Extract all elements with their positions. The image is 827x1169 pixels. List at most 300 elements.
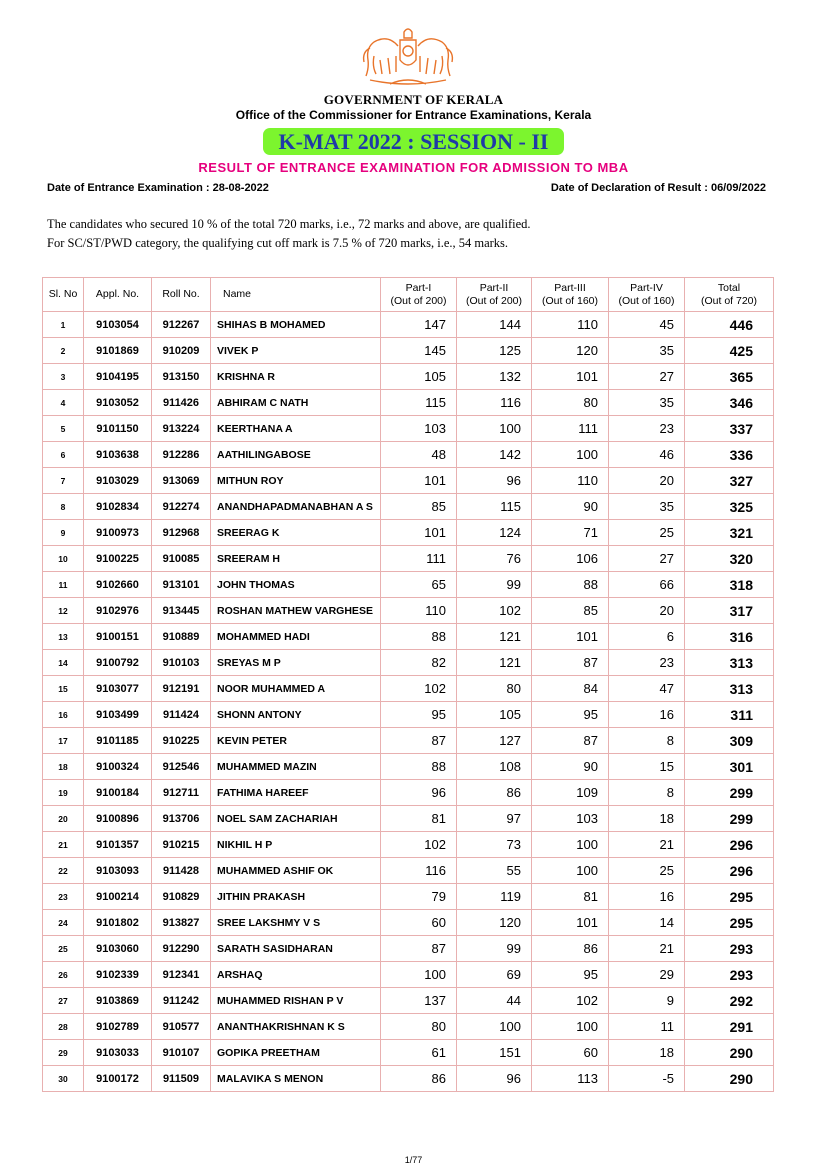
cell-part-3: 100: [532, 1014, 609, 1040]
cell-total: 313: [685, 676, 774, 702]
cell-total: 290: [685, 1040, 774, 1066]
cell-name: SARATH SASIDHARAN: [211, 936, 381, 962]
cell-total: 301: [685, 754, 774, 780]
cell-total: 318: [685, 572, 774, 598]
cell-sl-no: 28: [43, 1014, 84, 1040]
cell-part-4: 35: [609, 338, 685, 364]
cell-name: NOOR MUHAMMED A: [211, 676, 381, 702]
table-row: [43, 676, 774, 702]
cell-part-4: 23: [609, 650, 685, 676]
cell-part-1: 96: [381, 780, 457, 806]
cell-part-3: 101: [532, 910, 609, 936]
cell-sl-no: 26: [43, 962, 84, 988]
cell-roll-no: 911509: [152, 1066, 211, 1092]
cell-part-2: 124: [457, 520, 532, 546]
cell-name: MITHUN ROY: [211, 468, 381, 494]
cell-appl-no: 9102789: [84, 1014, 152, 1040]
cell-sl-no: 27: [43, 988, 84, 1014]
cell-part-3: 88: [532, 572, 609, 598]
cell-roll-no: 910085: [152, 546, 211, 572]
cell-part-1: 65: [381, 572, 457, 598]
cell-part-1: 88: [381, 754, 457, 780]
cell-part-1: 87: [381, 936, 457, 962]
table-row: [43, 754, 774, 780]
cell-sl-no: 30: [43, 1066, 84, 1092]
cell-part-1: 48: [381, 442, 457, 468]
cell-part-2: 120: [457, 910, 532, 936]
cell-part-3: 100: [532, 858, 609, 884]
cell-name: SREERAG K: [211, 520, 381, 546]
cell-name: MUHAMMED ASHIF OK: [211, 858, 381, 884]
cell-appl-no: 9100324: [84, 754, 152, 780]
cell-part-4: 20: [609, 598, 685, 624]
cell-part-1: 86: [381, 1066, 457, 1092]
table-row: [43, 910, 774, 936]
cell-part-2: 73: [457, 832, 532, 858]
cell-name: KRISHNA R: [211, 364, 381, 390]
cell-part-4: 35: [609, 390, 685, 416]
cell-part-4: 8: [609, 780, 685, 806]
cell-name: AATHILINGABOSE: [211, 442, 381, 468]
cell-sl-no: 6: [43, 442, 84, 468]
cell-roll-no: 912274: [152, 494, 211, 520]
cell-part-3: 102: [532, 988, 609, 1014]
exam-date: Date of Entrance Examination : 28-08-2022: [47, 182, 269, 194]
cell-sl-no: 24: [43, 910, 84, 936]
cell-total: 321: [685, 520, 774, 546]
cell-part-1: 110: [381, 598, 457, 624]
table-row: [43, 780, 774, 806]
cell-total: 425: [685, 338, 774, 364]
cell-part-2: 100: [457, 416, 532, 442]
cell-total: 317: [685, 598, 774, 624]
cell-appl-no: 9103077: [84, 676, 152, 702]
cell-part-3: 90: [532, 494, 609, 520]
cell-part-1: 87: [381, 728, 457, 754]
qualification-note: The candidates who secured 10 % of the total 720 marks, i.e., 72 marks and above, are qualified.: [47, 217, 531, 231]
cell-part-1: 147: [381, 312, 457, 338]
cell-name: MALAVIKA S MENON: [211, 1066, 381, 1092]
cell-sl-no: 19: [43, 780, 84, 806]
cell-name: KEERTHANA A: [211, 416, 381, 442]
cell-total: 293: [685, 962, 774, 988]
table-row: [43, 546, 774, 572]
table-row: [43, 520, 774, 546]
cell-sl-no: 8: [43, 494, 84, 520]
cell-total: 291: [685, 1014, 774, 1040]
cell-appl-no: 9100151: [84, 624, 152, 650]
cell-roll-no: 910829: [152, 884, 211, 910]
cell-sl-no: 16: [43, 702, 84, 728]
table-row: [43, 442, 774, 468]
cell-roll-no: 911426: [152, 390, 211, 416]
cell-part-4: 21: [609, 832, 685, 858]
cell-part-2: 151: [457, 1040, 532, 1066]
cell-part-3: 60: [532, 1040, 609, 1066]
cell-part-2: 97: [457, 806, 532, 832]
cell-roll-no: 912711: [152, 780, 211, 806]
cell-part-2: 99: [457, 936, 532, 962]
cell-part-4: 35: [609, 494, 685, 520]
cell-total: 337: [685, 416, 774, 442]
cell-part-1: 115: [381, 390, 457, 416]
cell-name: NOEL SAM ZACHARIAH: [211, 806, 381, 832]
cell-sl-no: 14: [43, 650, 84, 676]
table-row: [43, 962, 774, 988]
cell-part-4: 25: [609, 858, 685, 884]
cell-part-1: 60: [381, 910, 457, 936]
cell-name: ANANTHAKRISHNAN K S: [211, 1014, 381, 1040]
cell-part-1: 102: [381, 676, 457, 702]
cell-roll-no: 910103: [152, 650, 211, 676]
cell-sl-no: 18: [43, 754, 84, 780]
cell-part-3: 85: [532, 598, 609, 624]
cell-part-4: 25: [609, 520, 685, 546]
cell-part-2: 132: [457, 364, 532, 390]
cell-part-1: 85: [381, 494, 457, 520]
cell-part-2: 55: [457, 858, 532, 884]
cell-part-2: 142: [457, 442, 532, 468]
cell-name: KEVIN PETER: [211, 728, 381, 754]
cell-roll-no: 910577: [152, 1014, 211, 1040]
cell-part-4: 18: [609, 806, 685, 832]
cell-part-3: 111: [532, 416, 609, 442]
cell-part-3: 113: [532, 1066, 609, 1092]
cell-total: 299: [685, 806, 774, 832]
cell-part-4: -5: [609, 1066, 685, 1092]
cell-appl-no: 9103054: [84, 312, 152, 338]
cell-total: 293: [685, 936, 774, 962]
cell-total: 309: [685, 728, 774, 754]
cell-part-3: 86: [532, 936, 609, 962]
cell-roll-no: 913445: [152, 598, 211, 624]
cell-roll-no: 913101: [152, 572, 211, 598]
table-row: [43, 598, 774, 624]
cell-total: 313: [685, 650, 774, 676]
table-row: [43, 624, 774, 650]
cell-part-4: 27: [609, 546, 685, 572]
government-title: GOVERNMENT OF KERALA: [323, 92, 504, 107]
cell-part-3: 106: [532, 546, 609, 572]
cell-part-1: 145: [381, 338, 457, 364]
reserved-category-note: For SC/ST/PWD category, the qualifying cut off mark is 7.5 % of 720 marks, i.e., 54 marks.: [47, 236, 509, 250]
cell-sl-no: 2: [43, 338, 84, 364]
cell-name: NIKHIL H P: [211, 832, 381, 858]
cell-sl-no: 5: [43, 416, 84, 442]
cell-appl-no: 9102660: [84, 572, 152, 598]
cell-appl-no: 9103093: [84, 858, 152, 884]
cell-part-4: 66: [609, 572, 685, 598]
column-header-sl-no: Sl. No: [43, 278, 84, 312]
cell-sl-no: 7: [43, 468, 84, 494]
table-row: [43, 806, 774, 832]
cell-roll-no: 913224: [152, 416, 211, 442]
kerala-state-emblem-icon: [360, 26, 456, 88]
cell-total: 295: [685, 884, 774, 910]
cell-roll-no: 912290: [152, 936, 211, 962]
cell-appl-no: 9103869: [84, 988, 152, 1014]
table-row: [43, 1040, 774, 1066]
cell-roll-no: 911428: [152, 858, 211, 884]
cell-appl-no: 9101357: [84, 832, 152, 858]
cell-appl-no: 9103029: [84, 468, 152, 494]
cell-part-4: 47: [609, 676, 685, 702]
cell-roll-no: 911424: [152, 702, 211, 728]
cell-part-3: 120: [532, 338, 609, 364]
cell-name: ARSHAQ: [211, 962, 381, 988]
column-header-name: Name: [211, 278, 381, 312]
cell-part-2: 119: [457, 884, 532, 910]
cell-total: 311: [685, 702, 774, 728]
cell-sl-no: 1: [43, 312, 84, 338]
cell-sl-no: 12: [43, 598, 84, 624]
table-row: [43, 884, 774, 910]
table-row: [43, 728, 774, 754]
table-row: [43, 858, 774, 884]
cell-part-3: 80: [532, 390, 609, 416]
cell-total: 296: [685, 858, 774, 884]
cell-total: 365: [685, 364, 774, 390]
cell-roll-no: 912968: [152, 520, 211, 546]
cell-part-2: 121: [457, 650, 532, 676]
cell-part-4: 46: [609, 442, 685, 468]
cell-part-1: 111: [381, 546, 457, 572]
cell-name: VIVEK P: [211, 338, 381, 364]
cell-name: SREE LAKSHMY V S: [211, 910, 381, 936]
cell-part-3: 100: [532, 832, 609, 858]
cell-appl-no: 9103033: [84, 1040, 152, 1066]
cell-part-1: 105: [381, 364, 457, 390]
cell-part-3: 109: [532, 780, 609, 806]
cell-appl-no: 9104195: [84, 364, 152, 390]
cell-name: MOHAMMED HADI: [211, 624, 381, 650]
cell-appl-no: 9103499: [84, 702, 152, 728]
cell-part-4: 15: [609, 754, 685, 780]
cell-part-2: 100: [457, 1014, 532, 1040]
column-header-appl-no: Appl. No.: [84, 278, 152, 312]
table-row: [43, 702, 774, 728]
cell-sl-no: 21: [43, 832, 84, 858]
cell-part-2: 127: [457, 728, 532, 754]
table-row: [43, 988, 774, 1014]
cell-part-4: 23: [609, 416, 685, 442]
column-header-part-1: Part-I (Out of 200): [381, 278, 457, 312]
cell-appl-no: 9101150: [84, 416, 152, 442]
table-row: [43, 1066, 774, 1092]
cell-part-1: 79: [381, 884, 457, 910]
table-row: [43, 832, 774, 858]
cell-part-4: 20: [609, 468, 685, 494]
cell-sl-no: 13: [43, 624, 84, 650]
cell-part-1: 88: [381, 624, 457, 650]
cell-name: JITHIN PRAKASH: [211, 884, 381, 910]
column-header-part-3: Part-III (Out of 160): [532, 278, 609, 312]
cell-sl-no: 10: [43, 546, 84, 572]
cell-appl-no: 9102834: [84, 494, 152, 520]
cell-part-3: 95: [532, 702, 609, 728]
cell-appl-no: 9100184: [84, 780, 152, 806]
cell-total: 290: [685, 1066, 774, 1092]
cell-name: MUHAMMED RISHAN P V: [211, 988, 381, 1014]
cell-appl-no: 9103638: [84, 442, 152, 468]
cell-roll-no: 912286: [152, 442, 211, 468]
cell-part-2: 99: [457, 572, 532, 598]
cell-part-2: 96: [457, 1066, 532, 1092]
cell-part-4: 29: [609, 962, 685, 988]
cell-sl-no: 22: [43, 858, 84, 884]
cell-part-2: 96: [457, 468, 532, 494]
cell-part-2: 76: [457, 546, 532, 572]
cell-part-4: 45: [609, 312, 685, 338]
cell-total: 316: [685, 624, 774, 650]
cell-part-2: 69: [457, 962, 532, 988]
cell-appl-no: 9103060: [84, 936, 152, 962]
cell-total: 336: [685, 442, 774, 468]
cell-part-1: 116: [381, 858, 457, 884]
cell-part-3: 101: [532, 364, 609, 390]
cell-part-3: 110: [532, 312, 609, 338]
table-row: [43, 1014, 774, 1040]
cell-appl-no: 9101185: [84, 728, 152, 754]
table-row: [43, 572, 774, 598]
table-row: [43, 338, 774, 364]
cell-sl-no: 15: [43, 676, 84, 702]
cell-part-3: 90: [532, 754, 609, 780]
cell-part-4: 9: [609, 988, 685, 1014]
cell-roll-no: 913069: [152, 468, 211, 494]
cell-name: FATHIMA HAREEF: [211, 780, 381, 806]
cell-part-4: 6: [609, 624, 685, 650]
page-number: 1/77: [404, 1155, 423, 1165]
cell-part-3: 81: [532, 884, 609, 910]
exam-title-banner: K-MAT 2022 : SESSION - II: [263, 128, 565, 155]
cell-roll-no: 913827: [152, 910, 211, 936]
cell-sl-no: 3: [43, 364, 84, 390]
cell-part-2: 125: [457, 338, 532, 364]
cell-name: SHIHAS B MOHAMED: [211, 312, 381, 338]
cell-name: SHONN ANTONY: [211, 702, 381, 728]
cell-roll-no: 912341: [152, 962, 211, 988]
cell-sl-no: 11: [43, 572, 84, 598]
cell-total: 320: [685, 546, 774, 572]
table-row: [43, 390, 774, 416]
cell-part-3: 95: [532, 962, 609, 988]
cell-appl-no: 9100172: [84, 1066, 152, 1092]
cell-total: 292: [685, 988, 774, 1014]
column-header-total: Total (Out of 720): [685, 278, 774, 312]
cell-part-1: 103: [381, 416, 457, 442]
cell-appl-no: 9102339: [84, 962, 152, 988]
cell-part-2: 86: [457, 780, 532, 806]
cell-part-4: 18: [609, 1040, 685, 1066]
cell-part-2: 102: [457, 598, 532, 624]
cell-name: GOPIKA PREETHAM: [211, 1040, 381, 1066]
cell-sl-no: 4: [43, 390, 84, 416]
cell-part-1: 101: [381, 520, 457, 546]
cell-roll-no: 910225: [152, 728, 211, 754]
cell-roll-no: 910889: [152, 624, 211, 650]
cell-roll-no: 912546: [152, 754, 211, 780]
cell-roll-no: 910209: [152, 338, 211, 364]
cell-part-3: 101: [532, 624, 609, 650]
cell-appl-no: 9101802: [84, 910, 152, 936]
cell-part-2: 105: [457, 702, 532, 728]
table-row: [43, 364, 774, 390]
cell-roll-no: 913150: [152, 364, 211, 390]
cell-part-1: 100: [381, 962, 457, 988]
cell-part-3: 87: [532, 728, 609, 754]
cell-appl-no: 9103052: [84, 390, 152, 416]
cell-part-2: 116: [457, 390, 532, 416]
cell-part-1: 61: [381, 1040, 457, 1066]
table-row: [43, 650, 774, 676]
cell-part-3: 103: [532, 806, 609, 832]
cell-part-2: 115: [457, 494, 532, 520]
cell-part-4: 8: [609, 728, 685, 754]
cell-appl-no: 9100214: [84, 884, 152, 910]
cell-sl-no: 29: [43, 1040, 84, 1066]
cell-part-4: 21: [609, 936, 685, 962]
cell-part-4: 14: [609, 910, 685, 936]
cell-part-2: 121: [457, 624, 532, 650]
cell-total: 346: [685, 390, 774, 416]
cell-roll-no: 913706: [152, 806, 211, 832]
cell-part-1: 80: [381, 1014, 457, 1040]
cell-part-3: 110: [532, 468, 609, 494]
cell-name: JOHN THOMAS: [211, 572, 381, 598]
cell-name: ANANDHAPADMANABHAN A S: [211, 494, 381, 520]
cell-part-1: 81: [381, 806, 457, 832]
table-row: [43, 468, 774, 494]
cell-sl-no: 9: [43, 520, 84, 546]
table-row: [43, 494, 774, 520]
cell-part-1: 137: [381, 988, 457, 1014]
cell-name: ABHIRAM C NATH: [211, 390, 381, 416]
cell-part-1: 95: [381, 702, 457, 728]
cell-sl-no: 20: [43, 806, 84, 832]
column-header-part-4: Part-IV (Out of 160): [609, 278, 685, 312]
cell-roll-no: 911242: [152, 988, 211, 1014]
cell-total: 325: [685, 494, 774, 520]
cell-total: 446: [685, 312, 774, 338]
result-title: RESULT OF ENTRANCE EXAMINATION FOR ADMISSION TO MBA: [198, 160, 629, 175]
cell-name: MUHAMMED MAZIN: [211, 754, 381, 780]
cell-part-1: 102: [381, 832, 457, 858]
cell-part-3: 71: [532, 520, 609, 546]
cell-total: 295: [685, 910, 774, 936]
table-row: [43, 312, 774, 338]
column-header-roll-no: Roll No.: [152, 278, 211, 312]
cell-part-4: 16: [609, 884, 685, 910]
office-title: Office of the Commissioner for Entrance Examinations, Kerala: [235, 108, 592, 122]
cell-part-4: 16: [609, 702, 685, 728]
table-row: [43, 936, 774, 962]
cell-sl-no: 23: [43, 884, 84, 910]
cell-part-3: 100: [532, 442, 609, 468]
cell-part-2: 144: [457, 312, 532, 338]
cell-part-4: 27: [609, 364, 685, 390]
cell-part-2: 108: [457, 754, 532, 780]
table-header-row: [43, 278, 774, 312]
results-table: [42, 277, 774, 1092]
cell-name: ROSHAN MATHEW VARGHESE: [211, 598, 381, 624]
cell-sl-no: 17: [43, 728, 84, 754]
cell-appl-no: 9101869: [84, 338, 152, 364]
cell-appl-no: 9100896: [84, 806, 152, 832]
cell-roll-no: 910107: [152, 1040, 211, 1066]
cell-appl-no: 9100973: [84, 520, 152, 546]
cell-appl-no: 9102976: [84, 598, 152, 624]
